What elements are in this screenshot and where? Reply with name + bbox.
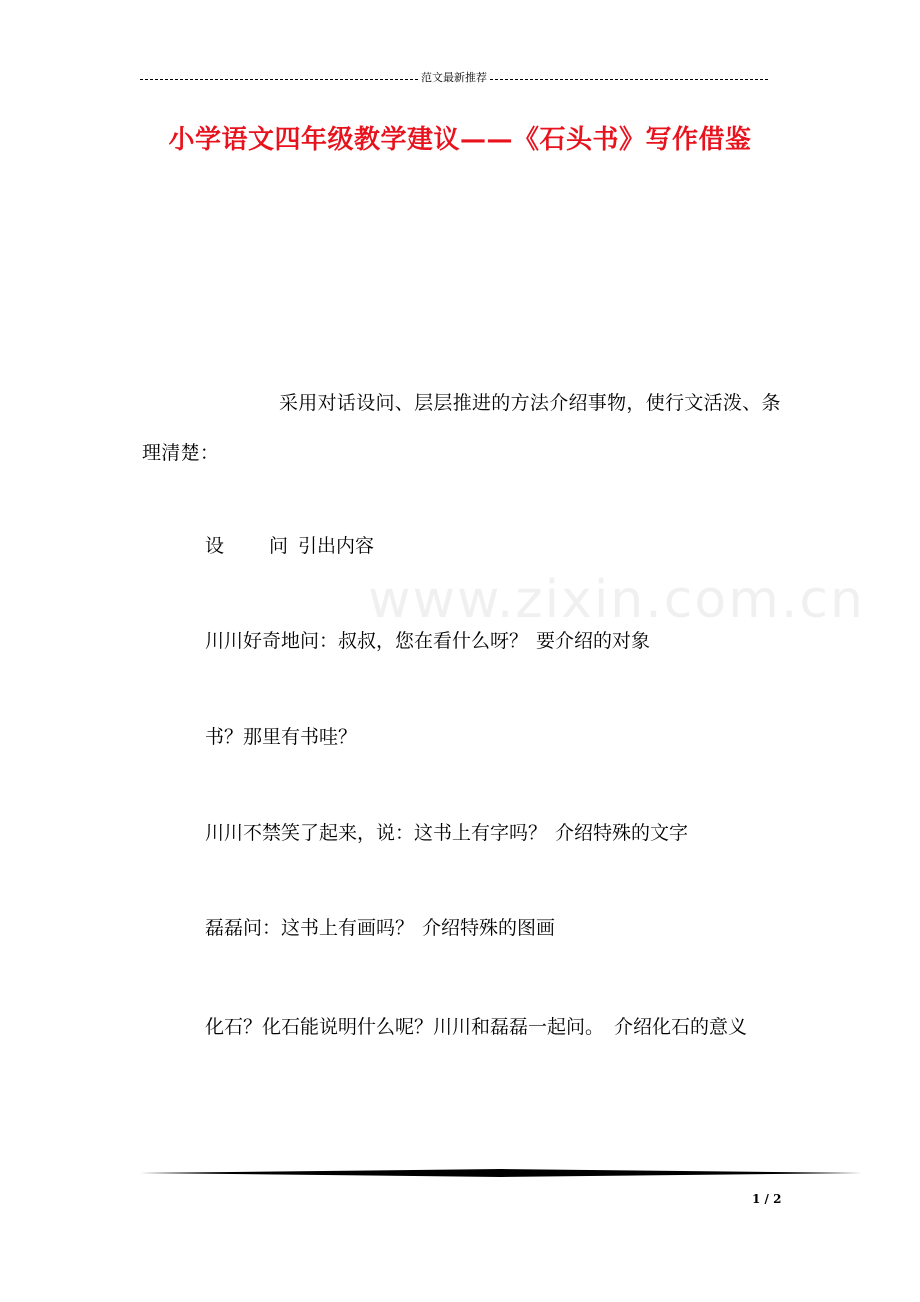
page-header — [140, 70, 768, 86]
intro-paragraph: 采用对话设问、层层推进的方法介绍事物，使行文活泼、条理清楚： — [142, 392, 781, 464]
p2-note: 要介绍的对象 — [536, 630, 651, 652]
p1-part-c: 引出内容 — [298, 535, 375, 557]
footer-rule — [140, 1168, 862, 1178]
paragraph-6 — [142, 1002, 792, 1052]
p1-part-a: 设 — [205, 535, 225, 557]
p4-note: 介绍特殊的文字 — [555, 822, 689, 844]
page-number: 1 / 2 — [752, 1192, 782, 1206]
header-dash-left — [140, 79, 418, 80]
p1-part-b: 问 — [269, 535, 289, 557]
paragraph-4 — [205, 810, 688, 856]
p5-note: 介绍特殊的图画 — [422, 917, 556, 939]
paragraph-1 — [205, 523, 374, 569]
document-title: 小学语文四年级教学建议——《石头书》写作借鉴 — [168, 125, 752, 155]
p6-note: 介绍化石的意义 — [614, 1016, 748, 1038]
paragraph-2 — [205, 618, 650, 664]
header-label: 范文最新推荐 — [421, 71, 487, 84]
p2-dialogue: 川川好奇地问：叔叔，您在看什么呀？ — [205, 630, 529, 652]
watermark: www.zixin.com.cn — [368, 570, 865, 630]
header-dash-right — [490, 79, 768, 80]
p5-dialogue: 磊磊问：这书上有画吗？ — [205, 917, 415, 939]
p6-dialogue: 化石？化石能说明什么呢？川川和磊磊一起问。 — [205, 1016, 605, 1038]
paragraph-5 — [205, 905, 555, 951]
p4-dialogue: 川川不禁笑了起来，说：这书上有字吗？ — [205, 822, 548, 844]
paragraph-3: 书？那里有书哇？ — [205, 726, 358, 748]
